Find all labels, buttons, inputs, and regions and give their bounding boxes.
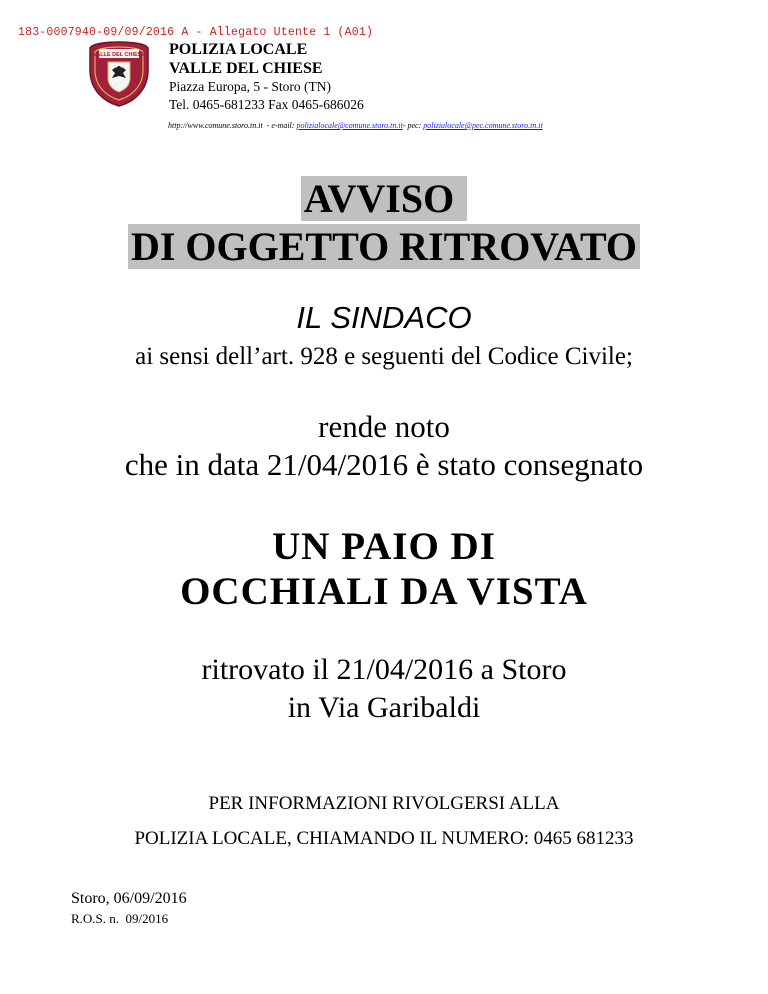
- found-details-line1: ritrovato il 21/04/2016 a Storo: [201, 653, 567, 686]
- announcement-line2: che in data 21/04/2016 è stato consegnato: [124, 447, 644, 482]
- website-text: http://www.comune.storo.tn.it: [168, 121, 263, 130]
- org-address: Piazza Europa, 5 - Storo (TN): [169, 79, 331, 94]
- place-date: Storo, 06/09/2016: [71, 890, 187, 907]
- police-badge-logo: [86, 40, 152, 108]
- org-phone: Tel. 0465-681233 Fax 0465-686026: [169, 97, 364, 112]
- object-line1: UN PAIO DI: [272, 525, 496, 568]
- title-highlight-2: DI OGGETTO RITROVATO: [128, 224, 640, 269]
- title-highlight-1: AVVISO: [301, 176, 467, 221]
- org-name-line1: POLIZIA LOCALE: [169, 41, 308, 58]
- found-details-line2: in Via Garibaldi: [287, 691, 481, 724]
- notice-title-line2: [0, 224, 768, 270]
- pec-link[interactable]: polizialocale@pec.comune.storo.tn.it: [423, 121, 543, 130]
- ros-number: R.O.S. n. 09/2016: [71, 911, 169, 926]
- law-reference: ai sensi dell’art. 928 e seguenti del Codice Civile;: [135, 343, 633, 370]
- notice-title-line1: [0, 176, 768, 222]
- pec-label: - pec:: [402, 121, 424, 130]
- info-line2: POLIZIA LOCALE, CHIAMANDO IL NUMERO: 0465 681233: [134, 828, 634, 849]
- sindaco-heading: IL SINDACO: [296, 300, 472, 335]
- badge-text: VALLE DEL CHIESE: [92, 52, 146, 58]
- object-line2: OCCHIALI DA VISTA: [180, 570, 588, 613]
- email-label: - e-mail:: [262, 121, 297, 130]
- protocol-stamp: 183-0007940-09/09/2016 A - Allegato Utente 1 (A01): [18, 26, 374, 39]
- email-link[interactable]: polizialocale@comune.storo.tn.it: [296, 121, 403, 130]
- announcement-line1: rende noto: [318, 409, 450, 444]
- organization-block: [169, 40, 364, 114]
- contacts-line: [168, 121, 543, 130]
- info-line1: PER INFORMAZIONI RIVOLGERSI ALLA: [208, 793, 560, 814]
- org-name-line2: VALLE DEL CHIESE: [169, 60, 323, 77]
